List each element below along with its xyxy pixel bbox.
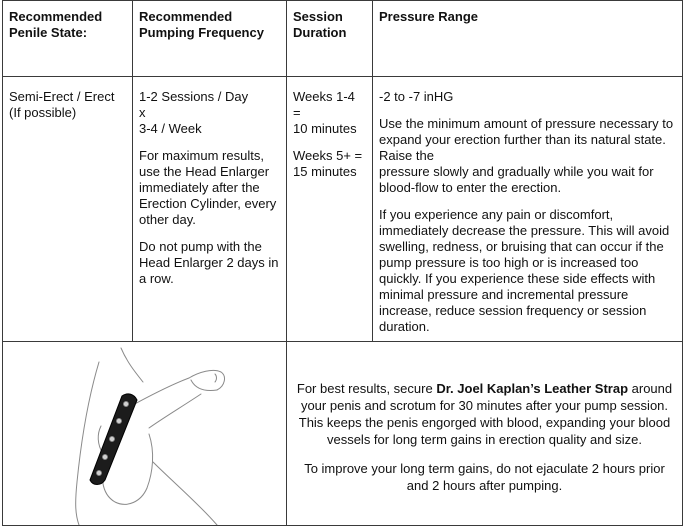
- header-penile-state: [3, 1, 133, 77]
- header-session-duration: [287, 1, 373, 77]
- frequency-max-results: For maximum results, use the Head Enlarger immediately after the Erection Cylinder, every other day.: [139, 148, 277, 227]
- table-row: [3, 77, 683, 342]
- strap-intro: For best results, secure: [296, 381, 437, 396]
- cell-session-duration: [287, 77, 373, 342]
- strap-body: around your penis and scrotum for 30 minutes after your pump session. This keeps the penis engorged with blood, expanding your blood vessels for long term gains in erection quality and size.: [298, 381, 673, 447]
- frequency-multiplier: x: [139, 105, 146, 120]
- frequency-weekly: 3-4 / Week: [139, 121, 202, 136]
- cell-pumping-frequency: [133, 77, 287, 342]
- state-value: Semi-Erect / Erect: [9, 89, 115, 104]
- header-pumping-frequency-label: Recommended Pumping Frequency: [139, 9, 264, 40]
- strap-product-name: Dr. Joel Kaplan’s Leather Strap: [436, 381, 629, 396]
- strap-illustration-cell: [3, 342, 287, 526]
- header-pressure-range-label: Pressure Range: [379, 9, 478, 24]
- frequency-sessions: 1-2 Sessions / Day: [139, 89, 249, 104]
- cell-penile-state: [3, 77, 133, 342]
- header-pressure-range: [373, 1, 683, 77]
- header-penile-state-label: Recommended Penile State:: [9, 9, 103, 40]
- pressure-guidance: Use the minimum amount of pressure necessary to expand your erection further than its natural state. Raise the pressure slowly and gradually while you wait for blood-flow to enter the erection.: [379, 116, 674, 195]
- ejaculation-note: To improve your long term gains, do not ejaculate 2 hours prior and 2 hours after pumping.: [304, 461, 665, 493]
- header-pumping-frequency: [133, 1, 287, 77]
- duration-weeks-1-4: Weeks 1-4 = 10 minutes: [293, 89, 357, 136]
- leather-strap-illustration: [3, 342, 287, 525]
- pressure-caution: If you experience any pain or discomfort, immediately decrease the pressure. This will avoid swelling, redness, or bruising that can occur if the pump pressure is too high or is increased too quickly. If you experience these side effects with minimal pressure and incremental pressure increase, reduce session frequency or session duration.: [379, 207, 670, 334]
- pressure-range-value: -2 to -7 inHG: [379, 89, 454, 104]
- strap-instructions: [295, 380, 674, 448]
- pumping-guide-table: [2, 0, 683, 526]
- strap-instructions-cell: [287, 342, 683, 526]
- table-header-row: [3, 1, 683, 77]
- frequency-warning: Do not pump with the Head Enlarger 2 days in a row.: [139, 239, 279, 286]
- cell-pressure-range: [373, 77, 683, 342]
- state-qualifier: (If possible): [9, 105, 77, 120]
- header-session-duration-label: Session Duration: [293, 9, 347, 40]
- strap-row: [3, 342, 683, 526]
- duration-weeks-5-plus: Weeks 5+ = 15 minutes: [293, 148, 363, 179]
